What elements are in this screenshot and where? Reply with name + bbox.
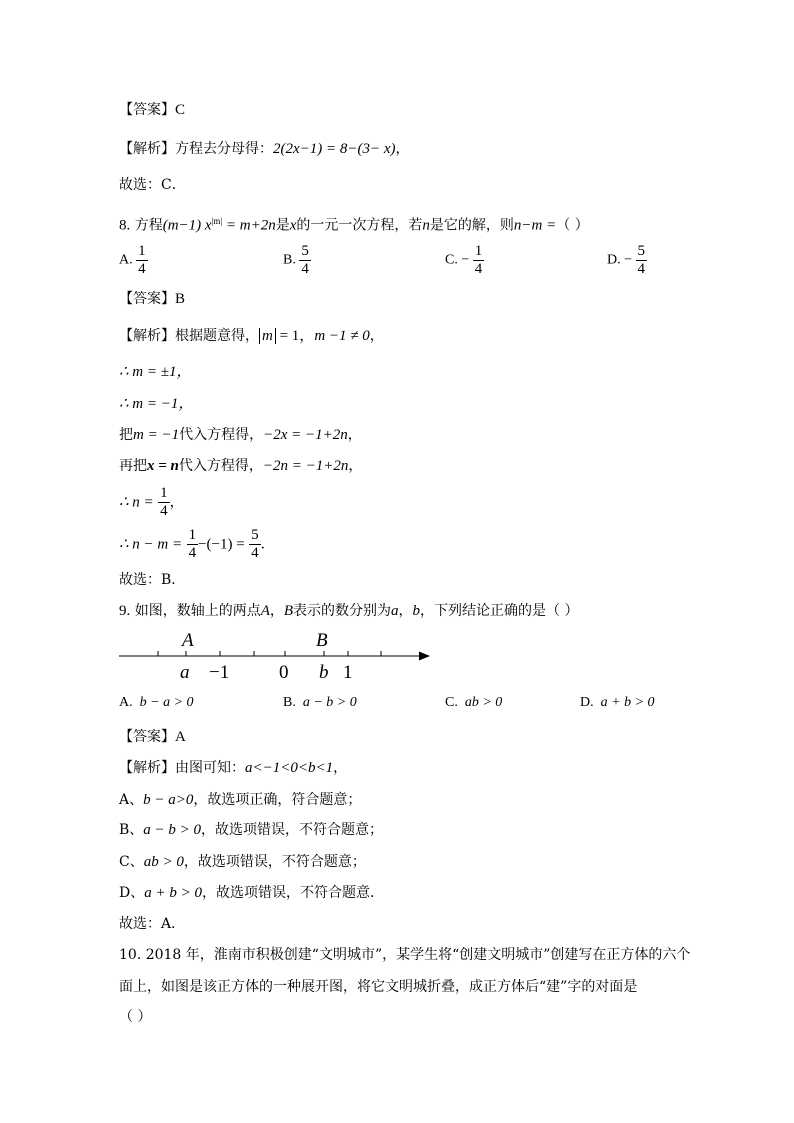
- q9-option-c[interactable]: [445, 695, 502, 711]
- q9-stem-text: 如图，数轴上的两点: [134, 603, 261, 619]
- q8-stem-text: 是: [275, 217, 290, 234]
- q9-option-d[interactable]: [580, 695, 655, 711]
- q8-choose-line: 故选：B．: [119, 572, 186, 588]
- var-x: x: [289, 217, 297, 234]
- q8-target-expr: n−m =: [513, 217, 557, 234]
- q9-number: 9.: [119, 603, 131, 619]
- q8-step-1: ∴ m = ±1，: [119, 364, 192, 380]
- denominator: 4: [301, 261, 309, 277]
- point-a-ref: A: [260, 603, 270, 619]
- q10-answer-blank: （ ）: [119, 1009, 152, 1025]
- denominator: 4: [251, 545, 259, 561]
- analysis-tag: 【解析】: [119, 760, 175, 776]
- step-math: −2n = −1+2n: [262, 458, 349, 474]
- answer-value: B: [175, 291, 186, 307]
- q8-equation-left: (m−1) x: [162, 217, 212, 234]
- q9-choose-line: 故选：A．: [119, 916, 186, 932]
- q9-analysis-d: [119, 883, 384, 903]
- analysis-tag: 【解析】: [119, 141, 175, 157]
- option-label: D.: [580, 695, 594, 710]
- analysis-text: 方程去分母得：: [175, 141, 273, 157]
- step-text: 把: [119, 427, 133, 443]
- step-math: ∴ n =: [119, 494, 154, 511]
- line-conclusion: ，故选项正确，符合题意；: [193, 792, 362, 808]
- line-prefix: C、: [119, 854, 144, 870]
- step-text: 代入方程得，: [179, 427, 264, 443]
- q7-choose-line: 故选：C．: [119, 177, 186, 193]
- tick-label-a: a: [180, 662, 190, 683]
- condition: m −1 ≠ 0: [314, 328, 370, 344]
- q10-stem-line-1: 10. 2018 年，淮南市积极创建“文明城市”，某学生将“创建文明城市”创建写在正方体的六个: [119, 947, 691, 963]
- punct: ，: [398, 603, 413, 619]
- analysis-text: 根据题意得，: [175, 328, 259, 344]
- q8-number: 8.: [119, 217, 131, 234]
- tick-label-zero: 0: [279, 662, 289, 683]
- denominator: 4: [160, 503, 168, 519]
- line-conclusion: ，故选项错误，不符合题意．: [201, 885, 384, 901]
- point-b-label: B: [316, 630, 328, 651]
- option-expression: a − b > 0: [302, 695, 357, 710]
- analysis-equation: 2(2x−1) = 8−(3− x): [273, 141, 396, 157]
- option-label: C.: [445, 695, 458, 710]
- answer-blank: （ ）: [556, 217, 589, 234]
- numerator: 5: [301, 243, 309, 259]
- step-math: m = −1: [133, 427, 180, 443]
- answer-tag: 【答案】: [119, 102, 175, 118]
- q9-analysis-line: [119, 758, 347, 778]
- step-math: x = n: [147, 458, 179, 474]
- q9-stem-text: 表示的数分别为: [293, 603, 392, 619]
- step-math: ∴ n − m =: [119, 536, 183, 553]
- numerator: 1: [160, 485, 168, 501]
- q9-option-a[interactable]: [119, 695, 194, 711]
- option-label: B.: [283, 252, 296, 268]
- punct: ，: [347, 427, 362, 443]
- option-expression: b − a > 0: [139, 695, 194, 710]
- line-expression: ab > 0: [143, 854, 184, 870]
- numerator: 1: [474, 243, 483, 259]
- numerator: 1: [188, 527, 197, 543]
- step-math: −2x = −1+2n: [263, 427, 348, 443]
- q9-answer-line: [119, 727, 186, 747]
- q8-equation-right: = m+2n: [222, 217, 276, 234]
- line-prefix: B、: [119, 822, 144, 838]
- analysis-text: 由图可知：: [175, 760, 245, 776]
- q8-stem-text: 的一元一次方程，若: [296, 217, 423, 234]
- q9-option-b[interactable]: [283, 695, 357, 711]
- line-conclusion: ，故选项错误，不符合题意；: [183, 854, 366, 870]
- line-expression: a + b > 0: [144, 885, 202, 901]
- q8-stem-text: 是它的解，则: [429, 217, 514, 234]
- punct: ，: [333, 760, 348, 776]
- option-expression: a + b > 0: [600, 695, 655, 710]
- denominator: 4: [474, 261, 483, 277]
- option-label: C.: [445, 252, 458, 268]
- punct: ．: [260, 536, 275, 553]
- line-expression: a − b > 0: [143, 822, 202, 838]
- q8-stem-text: 方程: [134, 217, 163, 234]
- q9-analysis-c: [119, 852, 366, 872]
- answer-value: C: [175, 102, 186, 118]
- abs-equation-rest: = 1，: [275, 328, 315, 344]
- numerator: 5: [251, 527, 259, 543]
- step-math: −(−1) =: [198, 536, 245, 553]
- option-label: A.: [119, 695, 133, 710]
- q10-stem-line-2: 面上，如图是该正方体的一种展开图，将它文明城折叠，成正方体后“建”字的对面是: [119, 979, 638, 995]
- step-text: 代入方程得，: [178, 458, 263, 474]
- tick-label-b: b: [319, 662, 329, 683]
- punct: ，: [395, 141, 410, 157]
- option-expression: ab > 0: [464, 695, 503, 710]
- punct: ，: [269, 603, 284, 619]
- punct: ，: [348, 458, 363, 474]
- answer-tag: 【答案】: [119, 729, 175, 745]
- arrow-head-icon: [419, 652, 430, 661]
- tick-label-one: 1: [343, 662, 353, 683]
- analysis-inequality: a<−1<0<b<1: [245, 760, 334, 776]
- option-label: B.: [283, 695, 296, 710]
- denominator: 4: [188, 545, 197, 561]
- var-a: a: [391, 603, 399, 619]
- numerator: 5: [637, 243, 646, 259]
- option-sign: −: [624, 252, 633, 268]
- punct: ，: [369, 328, 384, 344]
- tick-label-neg-one: −1: [209, 662, 230, 683]
- line-prefix: D、: [119, 885, 145, 901]
- q9-stem-text: ，下列结论正确的是（ ）: [420, 603, 579, 619]
- line-conclusion: ，故选项错误，不符合题意；: [201, 822, 384, 838]
- numerator: 1: [138, 243, 146, 259]
- var-n: n: [422, 217, 430, 234]
- var-b: b: [412, 603, 421, 619]
- answer-tag: 【答案】: [119, 291, 175, 307]
- punct: ，: [169, 494, 184, 511]
- answer-value: A: [175, 729, 186, 745]
- q8-exponent: |m|: [211, 216, 223, 226]
- option-label: A.: [119, 252, 133, 268]
- line-prefix: A、: [119, 792, 144, 808]
- q9-analysis-a: [119, 790, 361, 810]
- denominator: 4: [138, 261, 146, 277]
- option-sign: −: [461, 252, 470, 268]
- option-label: D.: [607, 252, 621, 268]
- point-b-ref: B: [283, 603, 294, 619]
- step-text: 再把: [119, 458, 147, 474]
- abs-value-m: m: [259, 328, 276, 344]
- point-a-label: A: [182, 630, 194, 651]
- q9-analysis-b: [119, 820, 383, 840]
- q8-step-2: ∴ m = −1，: [119, 396, 194, 412]
- denominator: 4: [637, 261, 646, 277]
- line-expression: b − a>0: [143, 792, 194, 808]
- analysis-tag: 【解析】: [119, 328, 175, 344]
